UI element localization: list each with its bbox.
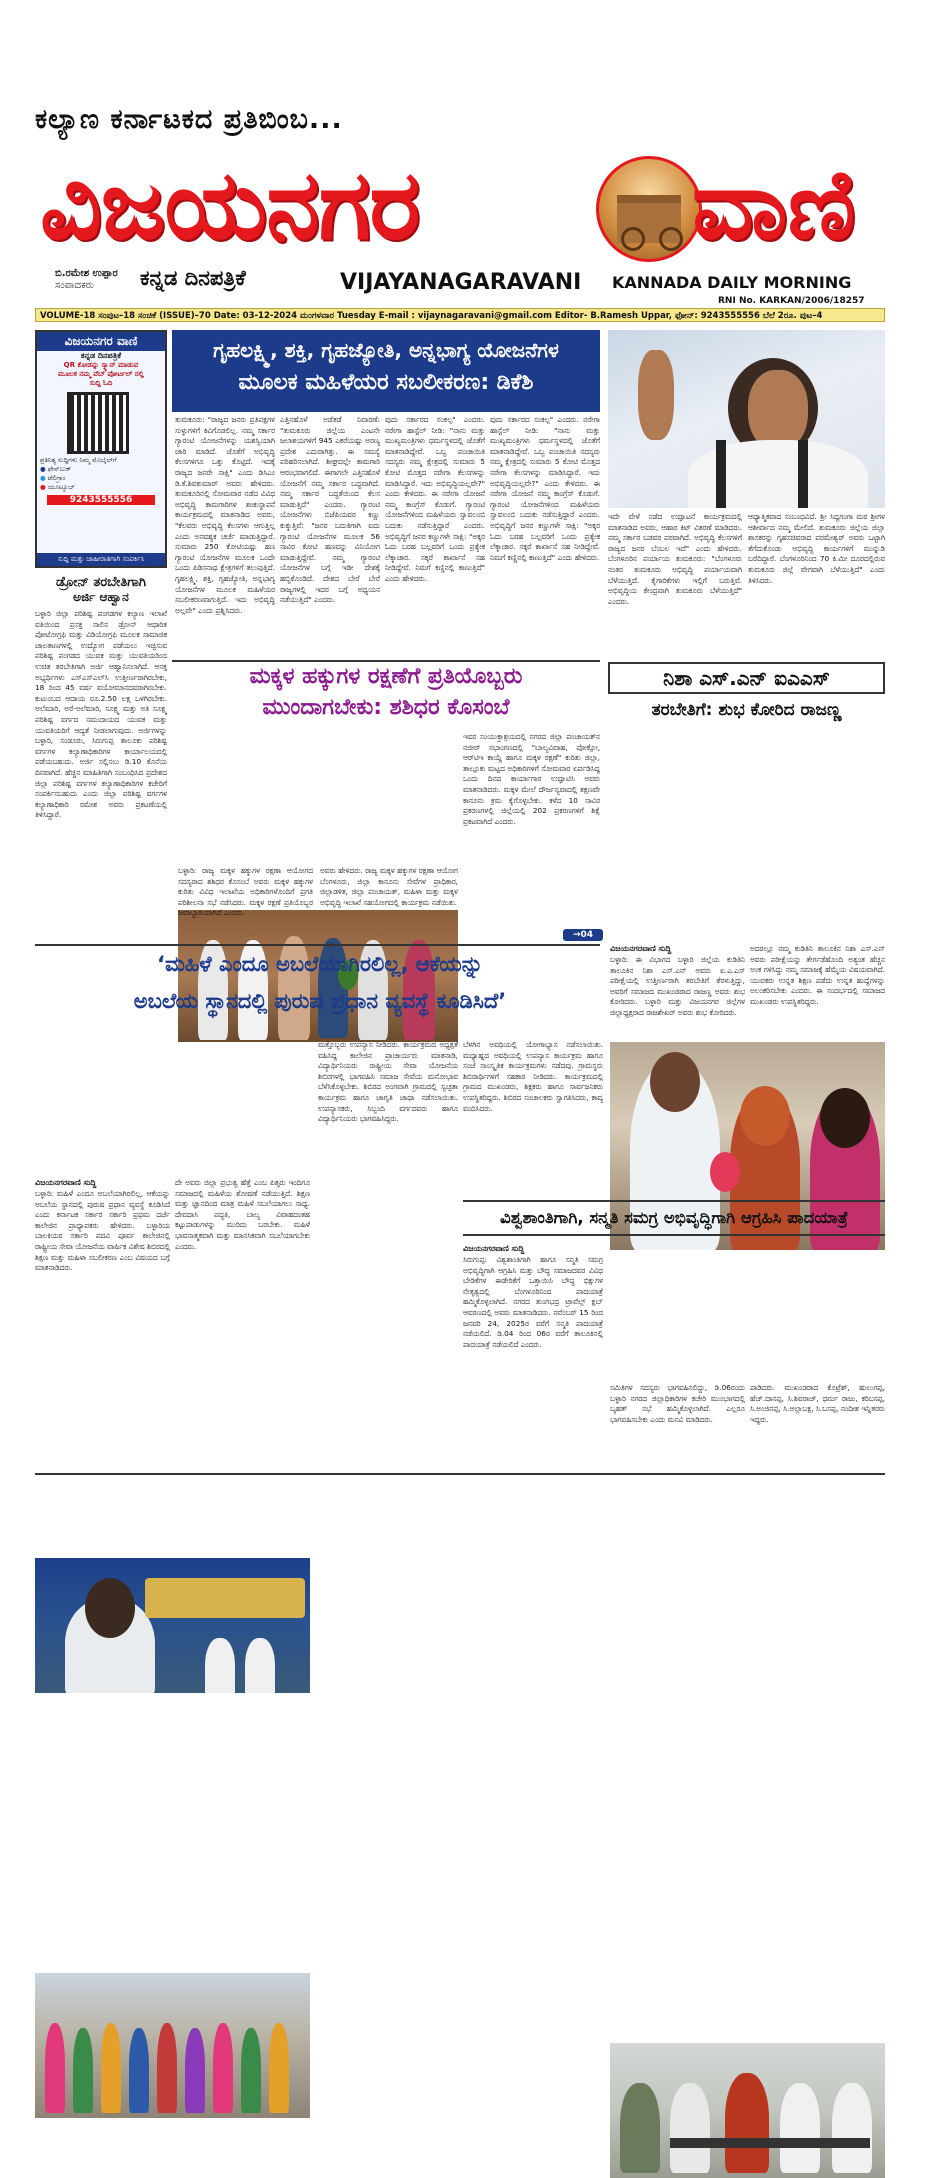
editor-name: ಬಿ.ರಮೇಶ ಉಪ್ಪಾರ	[55, 268, 118, 279]
nisha-headline-line1: ನಿಶಾ ಎಸ್.ಎನ್ ಐಎಎಸ್	[608, 662, 885, 694]
masthead-title-right: ವಾಣಿ	[692, 148, 856, 261]
issue-info-bar: VOLUME-18 ಸಂಪುಟ–18 ಸಂಚಿಕೆ (ISSUE)–70 Date: 03-12-2024 ಮಂಗಳವಾರ Tuesday E-mail : vijaynagaravani@gmail.com Editor- B.Ramesh Uppar, ಫೋನ್: 9243555556 ಬೆಲೆ 2ರೂ. ಪುಟ–4	[35, 308, 885, 322]
peace-headline: ವಿಶ್ವಶಾಂತಿಗಾಗಿ, ಸನ್ಮತಿ ಸಮಗ್ರ ಅಭಿವೃದ್ಧಿಗಾಗಿ ಆಗ್ರಹಿಸಿ ಪಾದಯಾತ್ರೆ	[463, 1200, 885, 1236]
peace-dateline: ವಿಜಯನಗರವಾಣಿ ಸುದ್ದಿ	[463, 1244, 525, 1253]
lead-col-3: ವುದು ಸರ್ಕಾರದ ಸಂಕಲ್ಪ" ಎಂದರು. ನರೇಗಾ ಹಾಸ್ಟೆಲ್ ನೀಡಿ: "ನಾನು ಮತ್ತು ಮುಖ್ಯಮಂತ್ರಿಗಳು ಧರ್ಮಸ್ಥಳದಲ್ಲಿ ಜೊತೆಗೆ ಮಾತನಾಡಿದ್ದೇವೆ. ಒಬ್ಬ ಪಂಚಾಯಿತಿ ಸದಸ್ಯರು ನಮ್ಮ ಕ್ಷೇತ್ರದಲ್ಲಿ ಸುಮಾರು 5 ಕೋಟಿ ಮೊತ್ತದ ನರೇಗಾ ಕೆಲಸಗಳನ್ನು ಮಾಡಿಸಿದ್ದಾರೆ. ಇದು ಅಭಿವೃದ್ಧಿಯಲ್ಲವೇ?" ಎಂದು ಕೇಳಿದರು. ಈ ನರೇಗಾ ಯೋಜನೆ ನಮ್ಮ ಕಾಂಗ್ರೆಸ್ ಕೊಡುಗೆ. ಗ್ಯಾರಂಟಿ ಯೋಜನೆಗಳಿಂದ ಮಹಿಳೆಯರು ಸ್ವಾವಲಂಬಿ ಬದುಕು ನಡೆಸುತ್ತಿದ್ದಾರೆ ಎಂದರು. ಅಭಿವೃದ್ಧಿಗೆ ಜನರ ಕಣ್ಣುಗಳೇ ಸಾಕ್ಷಿ: "ಅಕ್ಕರ ಓದು ಬರಹ ಬಲ್ಲವರಿಗೆ ಒಂದು ಪ್ರತ್ಯೇಕ ಲೆಕ್ಕಾಚಾರ. ಸಕ್ಕರೆ ಕಾರ್ಖಾನೆ ಸಹ ನೀಡಿದ್ದೇವೆ. ನಿಮಗೆ ಕಣ್ಣಿನಲ್ಲಿ ಕಾಣುತ್ತಿದೆ" ಎಂದು ಹೇಳಿದರು.	[385, 415, 485, 583]
women-headline	[35, 952, 605, 1014]
divider	[172, 660, 600, 662]
nss-cleanup-photo	[35, 1973, 310, 2118]
masthead	[40, 150, 870, 260]
editor-role: ಸಂಪಾದಕರು	[55, 280, 95, 291]
ad-item-label: ಫೇಸ್‌ಬುಕ್	[47, 465, 72, 473]
women-col-2: ದೇ ಅವರು ಜಿಲ್ಲಾ ಪ್ರಭುತ್ವ ಹೆತ್ತೆ ಎಂಬ ಪಿತೃರು ಇಂದಿಗೂ ಸಮಾಜದಲ್ಲಿ ಮಹಿಳೆಯ ಶೋಷಣೆ ನಡೆಯುತ್ತಿದೆ. ಶಿಕ್ಷಣ ಮತ್ತು ಜ್ಞಾನದಿಂದ ಮಾತ್ರ ಮಹಿಳೆ ಸಬಲೆಯಾಗಲು ಸಾಧ್ಯ. ದೇವದಾಸಿ ಪದ್ಧತಿ, ಬಾಲ್ಯ ವಿವಾಹದಂತಹ ಕಟ್ಟುಪಾಡುಗಳನ್ನು ಮುರಿದು ಬರಬೇಕು. ಮಹಿಳೆ ಭಾವನಾತ್ಮಕವಾಗಿ ಮತ್ತು ಮಾನಸಿಕವಾಗಿ ಸಬಲೆಯಾಗಬೇಕು ಎಂದರು.	[175, 1178, 310, 1251]
nisha-col-1: ಬಳ್ಳಾರಿ: ಈ ವಿಭಾಗದ ಬಳ್ಳಾರಿ ಜಿಲ್ಲೆಯ ಕುಡಿತಿನಿ ತಾಲೂಕಿನ ನಿಶಾ ಎಸ್.ಎನ್ ಅವರು ಐ.ಎ.ಎಸ್ ಪರೀಕ್ಷೆಯಲ್ಲಿ ಉತ್ತೀರ್ಣರಾಗಿ ತರಬೇತಿಗೆ ತೆರಳುತ್ತಿದ್ದು, ಅವರಿಗೆ ಸಮಾಜದ ಮುಖಂಡರಾದ ರಾಜಣ್ಣ ಅವರು ಶುಭ ಕೋರಿದರು. ಬಳ್ಳಾರಿ ಮತ್ತು ವಿಜಯನಗರ ಜಿಲ್ಲೆಗಳ ಜಿಲ್ಲಾಧ್ಯಕ್ಷರಾದ ರಾಜಶೇಖರ್ ಅವರು ಶುಭ ಕೋರಿದರು.	[610, 955, 745, 1017]
ad-item-label: ಟೆಲಿಗ್ರಾಂ	[47, 474, 66, 482]
ad-line-3: ಸುದ್ದಿ ಓದಿ	[89, 379, 113, 387]
nisha-headline	[608, 662, 885, 720]
women-dateline: ವಿಜಯನಗರವಾಣಿ ಸುದ್ದಿ	[35, 1178, 97, 1187]
ad-item	[37, 483, 165, 492]
drone-subtitle: ಅರ್ಜಿ ಆಹ್ವಾನ	[73, 590, 129, 604]
divider	[35, 944, 600, 946]
lead-col-2: ಎತ್ತಿನಹೊಳೆ ಅಡೆತಡೆ ನಿವಾರಣೆ: "ತುಮಕೂರು ಜಿಲ್ಲೆಯ ಎಂಟನೇ ಜಲಾಶಯಗಳಿಗೆ 945 ಎಕರೆಯಷ್ಟು ಅರಣ್ಯ ಪ್ರದೇಶ ಎದುರಾಗಿತ್ತು. ಈ ಸಮಸ್ಯೆ ಪರಿಹರಿಸಲಾಗಿದೆ. ಶೀಘ್ರದಲ್ಲೇ ಕಾಮಗಾರಿ ಆರಂಭವಾಗಲಿದೆ. ಈಗಾಗಲೇ ಎತ್ತಿನಹೊಳೆ ಯೋಜನೆಗೆ ನಮ್ಮ ಸರ್ಕಾರ ಬದ್ಧವಾಗಿದೆ. ನಮ್ಮ ಸರ್ಕಾರ ಬದ್ಧತೆಯಿಂದ ಕೆಲಸ ಮಾಡುತ್ತಿದೆ" ಎಂದರು. ಗ್ಯಾರಂಟಿ ಯೋಜನೆಗಳು ಬಿಜೆಪಿಯವರ ಕಣ್ಣು ಕುಕ್ಕುತ್ತಿವೆ: "ಜನರ ಬದುಕಿಗಾಗಿ ಐದು ಗ್ಯಾರಂಟಿ ಯೋಜನೆಗಳ ಮೂಲಕ 56 ಸಾವಿರ ಕೋಟಿ ಹಣವನ್ನು ವಿನಿಯೋಗ ಮಾಡುತ್ತಿದ್ದೇವೆ. ನಮ್ಮ ಗ್ಯಾರಂಟಿ ಯೋಜನೆಗಳ ಬಗ್ಗೆ ಇಡೀ ದೇಶಕ್ಕೆ ಹಬ್ಬಿಕೊಂಡಿದೆ. ದೇಶದ ಬೇರೆ ಬೇರೆ ರಾಜ್ಯಗಳಲ್ಲಿ ಇದರ ಬಗ್ಗೆ ಅಧ್ಯಯನ ನಡೆಯುತ್ತಿದೆ" ಎಂದರು.	[280, 415, 380, 605]
peace-col-a: ಸಮಿತಿಗಳ ಸದಸ್ಯರು ಭಾಗವಹಿಸಲಿದ್ದು, ಡಿ.06ರಂದು ಬಳ್ಳಾರಿ ನಗರದ ಜಿಲ್ಲಾಧಿಕಾರಿಗಳ ಕಚೇರಿ ಮುಂಭಾಗದಲ್ಲಿ ಬೃಹತ್ ಸಭೆ ಹಮ್ಮಿಕೊಳ್ಳಲಾಗಿದೆ. ಎಲ್ಲರೂ ಭಾಗವಹಿಸಬೇಕು ಎಂದು ಮನವಿ ಮಾಡಿದರು.	[610, 1383, 745, 1424]
women-col-1: ಬಳ್ಳಾರಿ: ಮಹಿಳೆ ಎಂದೂ ಅಬಲೆಯಾಗಿರಲಿಲ್ಲ, ಆಕೆಯನ್ನು ಅಬಲೆಯ ಸ್ಥಾನದಲ್ಲಿ ಪುರುಷ ಪ್ರಧಾನ ವ್ಯವಸ್ಥೆ ಕೂಡಿಸಿದೆ ಎಂದು ಕರ್ನಾಟಕ ಸರ್ಕಾರ ಸರ್ಕಾರಿ ಪ್ರಥಮ ದರ್ಜೆ ಕಾಲೇಜಿನ ಪ್ರಾಧ್ಯಾಪಕರು ಹೇಳಿದರು. ಬಳ್ಳಾರಿಯ ಬಾಲಕಿಯರ ಸರ್ಕಾರಿ ಪದವಿ ಪೂರ್ವ ಕಾಲೇಜಿನಲ್ಲಿ ರಾಷ್ಟ್ರೀಯ ಸೇವಾ ಯೋಜನೆಯ ವಾರ್ಷಿಕ ವಿಶೇಷ ಶಿಬಿರದಲ್ಲಿ ಶಿಕ್ಷಣ ಮತ್ತು ಮಹಿಳಾ ಸಬಲೀಕರಣ ಎಂಬ ವಿಷಯದ ಬಗ್ಗೆ ಮಾತನಾಡಿದರು.	[35, 1189, 170, 1273]
child-body-mid: ಅವರು ಹೇಳಿದರು. ರಾಜ್ಯ ಮಕ್ಕಳ ಹಕ್ಕುಗಳ ರಕ್ಷಣಾ ಆಯೋಗ ಬೆಂಗಳೂರು, ಜಿಲ್ಲಾ ಕಾನೂನು ಸೇವೆಗಳ ಪ್ರಾಧಿಕಾರ, ಜಿಲ್ಲಾಡಳಿತ, ಜಿಲ್ಲಾ ಪಂಚಾಯತ್, ಮಹಿಳಾ ಮತ್ತು ಮಕ್ಕಳ ಅಭಿವೃದ್ಧಿ ಇಲಾಖೆ ಸಹಯೋಗದಲ್ಲಿ ಕಾರ್ಯಕ್ರಮ ನಡೆಯಿತು.	[320, 866, 458, 907]
lead-headline	[172, 330, 600, 412]
ad-line-2: ಮೂಲಕ ನಮ್ಮ ವೆಬ್ ಪೋರ್ಟಲ್ ನಲ್ಲಿ	[58, 370, 144, 378]
drone-title: ಡ್ರೋನ್ ತರಬೇತಿಗಾಗಿ	[56, 575, 146, 590]
child-headline-line2: ಮುಂದಾಗಬೇಕು: ಶಶಿಧರ ಕೊಸಂಬೆ	[262, 695, 510, 720]
child-headline	[172, 664, 600, 720]
ad-line-1: QR ಕೋಡನ್ನು ಸ್ಕ್ಯಾನ್ ಮಾಡುವ	[63, 361, 139, 369]
ad-item	[37, 474, 165, 483]
drone-article	[35, 575, 167, 929]
ad-subtitle: ಕನ್ನಡ ದಿನಪತ್ರಿಕೆ	[80, 351, 122, 360]
dk-shivakumar-photo	[608, 330, 885, 508]
padayatra-photo	[610, 2043, 885, 2178]
lead-col-3b: ವುದು ಸರ್ಕಾರದ ಸಂಕಲ್ಪ" ಎಂದರು. ನರೇಗಾ ಹಾಸ್ಟೆಲ್ ನೀಡಿ: "ನಾನು ಮತ್ತು ಮುಖ್ಯಮಂತ್ರಿಗಳು ಧರ್ಮಸ್ಥಳದಲ್ಲಿ ಜೊತೆಗೆ ಮಾತನಾಡಿದ್ದೇವೆ. ಒಬ್ಬ ಪಂಚಾಯಿತಿ ಸದಸ್ಯರು ನಮ್ಮ ಕ್ಷೇತ್ರದಲ್ಲಿ ಸುಮಾರು 5 ಕೋಟಿ ಮೊತ್ತದ ನರೇಗಾ ಕೆಲಸಗಳನ್ನು ಮಾಡಿಸಿದ್ದಾರೆ. ಇದು ಅಭಿವೃದ್ಧಿಯಲ್ಲವೇ?" ಎಂದು ಕೇಳಿದರು. ಈ ನರೇಗಾ ಯೋಜನೆ ನಮ್ಮ ಕಾಂಗ್ರೆಸ್ ಕೊಡುಗೆ. ಗ್ಯಾರಂಟಿ ಯೋಜನೆಗಳಿಂದ ಮಹಿಳೆಯರು ಸ್ವಾವಲಂಬಿ ಬದುಕು ನಡೆಸುತ್ತಿದ್ದಾರೆ ಎಂದರು. ಅಭಿವೃದ್ಧಿಗೆ ಜನರ ಕಣ್ಣುಗಳೇ ಸಾಕ್ಷಿ: "ಅಕ್ಕರ ಓದು ಬರಹ ಬಲ್ಲವರಿಗೆ ಒಂದು ಪ್ರತ್ಯೇಕ ಲೆಕ್ಕಾಚಾರ. ಸಕ್ಕರೆ ಕಾರ್ಖಾನೆ ಸಹ ನೀಡಿದ್ದೇವೆ. ನಿಮಗೆ ಕಣ್ಣಿನಲ್ಲಿ ಕಾಣುತ್ತಿದೆ" ಎಂದು ಹೇಳಿದರು.	[490, 415, 600, 562]
women-col-4: ಬೆಳಗಿನ ಅವಧಿಯಲ್ಲಿ ಯೋಗಾಭ್ಯಾಸ ನಡೆಸಲಾಯಿತು. ಮಧ್ಯಾಹ್ನದ ಅವಧಿಯಲ್ಲಿ ಉಪನ್ಯಾಸ ಕಾರ್ಯಕ್ರಮ ಹಾಗೂ ಸಂಜೆ ಸಾಂಸ್ಕೃತಿಕ ಕಾರ್ಯಕ್ರಮಗಳು ನಡೆದವು. ಗ್ರಾಮಸ್ಥರು ಶಿಬಿರಾರ್ಥಿಗಳಿಗೆ ಸಹಕಾರ ನೀಡಿದರು. ಕಾರ್ಯಕ್ರಮದಲ್ಲಿ ಗ್ರಾಮದ ಮುಖಂಡರು, ಶಿಕ್ಷಕರು ಹಾಗೂ ಸಾರ್ವಜನಿಕರು ಉಪಸ್ಥಿತರಿದ್ದರು. ಶಿಬಿರದ ಸಂಚಾಲಕರು ಸ್ವಾಗತಿಸಿದರು, ಕಾವ್ಯ ವಂದಿಸಿದರು.	[463, 1040, 603, 1113]
ad-item-label: ಯೂಟ್ಯೂಬ್	[47, 483, 75, 491]
facebook-icon: ●	[40, 465, 46, 473]
kannada-daily-label: ಕನ್ನಡ ದಿನಪತ್ರಿಕೆ	[140, 266, 246, 290]
child-body-right: ಇವರ ಸಂಯುಕ್ತಾಶ್ರಯದಲ್ಲಿ ನಗರದ ಜಿಲ್ಲಾ ಪಂಚಾಯತ್‌ನ ನಜೀರ್ ಸಭಾಂಗಣದಲ್ಲಿ "ಬಾಲ್ಯವಿವಾಹ, ಪೋಕ್ಸೋ, ಆರ್‌ಟಿಇ ಕಾಯ್ದೆ ಹಾಗೂ ಮಕ್ಕಳ ರಕ್ಷಣೆ" ಕುರಿತು ಜಿಲ್ಲಾ, ತಾಲ್ಲೂಕು ಮಟ್ಟದ ಅಧಿಕಾರಿಗಳಿಗೆ ಸೋಮವಾರ ಏರ್ಪಡಿಸಿದ್ದ ಒಂದು ದಿನದ ಕಾರ್ಯಾಗಾರ ಉದ್ಘಾಟಿಸಿ ಅವರು ಮಾತನಾಡಿದರು. ಮಕ್ಕಳ ಮೇಲೆ ದೌರ್ಜನ್ಯವಾದಲ್ಲಿ ತಕ್ಷಣವೇ ಕಾನೂನು ಕ್ರಮ ಕೈಗೊಳ್ಳಬೇಕು. ಕಳೆದ 10 ಸಾವಿರ ಪ್ರಕರಣಗಳಲ್ಲಿ ಜಿಲ್ಲೆಯಲ್ಲಿ 202 ಪ್ರಕರಣಗಳಿಗೆ ಶಿಕ್ಷೆ ಪ್ರಕಟವಾಗಿದೆ ಎಂದರು.	[463, 732, 600, 826]
telegram-icon: ●	[40, 474, 46, 482]
nisha-dateline: ವಿಜಯನಗರವಾಣಿ ಸುದ್ದಿ	[610, 944, 672, 953]
hampi-chariot-logo-icon	[596, 156, 702, 262]
lead-col-5: ಆಧ್ಯಾತ್ಮಿಕವಾದ ಸಂಬಂಧವಿದೆ. ಶ್ರೀ ಸಿದ್ದಗಂಗಾ ಮಠ ಶ್ರೀಗಳ ಆಶೀರ್ವಾದ ನಮ್ಮ ಮೇಲಿದೆ. ತುಮಕೂರು ಜಿಲ್ಲೆಯ ಜಿಲ್ಲಾ ಶಾಸಕರನ್ನು ಗೃಹಸಚಿವರಾದ ಪರಮೇಶ್ವರ್ ಅವರು ಒಟ್ಟಾಗಿ ತೆಗೆದುಕೊಂಡು ಅಭಿವೃದ್ಧಿ ಕಾರ್ಯಗಳಿಗೆ ಮುನ್ನುಡಿ ಬರೆದಿದ್ದಾರೆ. ಬೆಂಗಳೂರಿನಿಂದ 70 ಕಿ.ಮೀ ದೂರದಲ್ಲಿರುವ ತುಮಕೂರು ಜಿಲ್ಲೆ ವೇಗವಾಗಿ ಬೆಳೆಯುತ್ತಿದೆ" ಎಂದು ತಿಳಿಸಿದರು.	[748, 512, 885, 585]
nisha-headline-line2: ತರಬೇತಿಗೆ: ಶುಭ ಕೋರಿದ ರಾಜಣ್ಣ	[651, 700, 842, 720]
peace-body: ಸಿರುಗುಪ್ಪ: ವಿಶ್ವಶಾಂತಿಗಾಗಿ ಹಾಗೂ ಸನ್ಮತಿ ಸಮಗ್ರ ಅಭಿವೃದ್ಧಿಗಾಗಿ ಆಗ್ರಹಿಸಿ ಮತ್ತು ಬೌದ್ಧ ಸಮಾಜದವರ ವಿವಿಧ ಬೇಡಿಕೆಗಳ ಈಡೇರಿಕೆಗೆ ಒತ್ತಾಯಿಸಿ ಬೌದ್ಧ ಭಿಕ್ಷುಗಳ ನೇತೃತ್ವದಲ್ಲಿ ಬೆಂಗಳೂರಿನಿಂದ ಪಾದಯಾತ್ರೆ ಹಮ್ಮಿಕೊಳ್ಳಲಾಗಿದೆ. ನಗರದ ತುಂಗಭದ್ರ ಟ್ರಾವೆಲ್ಸ್ ಕ್ಲಬ್ ಆವರಣದಲ್ಲಿ ಅವರು ಮಾತನಾಡಿದರು. ನವೆಂಬರ್ 15 ರಿಂದ ಜನವರಿ 24, 2025ರ ವರೆಗೆ ಸನ್ಮತಿ ಪಾದಯಾತ್ರೆ ನಡೆಯಲಿದೆ. ಡಿ.04 ರಿಂದ 06ರ ವರೆಗೆ ತಾಲೂಕಿನಲ್ಲಿ ಪಾದಯಾತ್ರೆ ನಡೆಯಲಿದೆ ಎಂದರು.	[463, 1255, 603, 1349]
ad-item: ಪ್ರತಿನಿತ್ಯ ಸುದ್ದಿಗಳು ನಿಮ್ಮ ಮೊಬೈಲ್‌ಗೆ	[40, 456, 117, 464]
english-subtitle: KANNADA DAILY MORNING	[612, 273, 852, 292]
child-headline-line1: ಮಕ್ಕಳ ಹಕ್ಕುಗಳ ರಕ್ಷಣೆಗೆ ಪ್ರತಿಯೊಬ್ಬರು	[249, 664, 523, 689]
drone-body: ಬಳ್ಳಾರಿ ಜಿಲ್ಲಾ ಪರಿಶಿಷ್ಟ ಪಂಗಡಗಳ ಕಲ್ಯಾಣ ಇಲಾಖೆ ವತಿಯಿಂದ ಪ್ರಸಕ್ತ ಸಾಲಿನ ಡ್ರೋನ್ ಆಧಾರಿತ ಪೋಟೋಗ್ರಫಿ ಮತ್ತು ವಿಡಿಯೋಗ್ರಫಿ ಮೂಲಕ ಸಾಮಾಜಿಕ ಜಾಲತಾಣಗಳಲ್ಲಿ ಉದ್ಯೋಗ ಪಡೆಯಲು ಇಚ್ಛಿಸುವ ಪರಿಶಿಷ್ಟ ಪಂಗಡದ ಯುವಕ ಮತ್ತು ಯುವತಿಯರಿಂದ ಉಚಿತ ತರಬೇತಿಗಾಗಿ ಅರ್ಜಿ ಆಹ್ವಾನಿಸಲಾಗಿದೆ. ಆಸಕ್ತ ಅಭ್ಯರ್ಥಿಗಳು ಎಸ್‌ಎಸ್‌ಎಲ್‌ಸಿ ಉತ್ತೀರ್ಣರಾಗಿರಬೇಕು, 18 ರಿಂದ 45 ವರ್ಷ ವಯೋಮಾನದವರಾಗಿರಬೇಕು. ಕುಟುಂಬದ ಆದಾಯ ರೂ.2.50 ಲಕ್ಷ ಒಳಗಿರಬೇಕು. ಅಲೆಮಾರಿ, ಅರೆ-ಅಲೆಮಾರಿ, ಸೂಕ್ಷ್ಮ ಮತ್ತು ಅತಿ ಸೂಕ್ಷ್ಮ ಪರಿಶಿಷ್ಟ ವರ್ಗದ ಸಮುದಾಯದ ಯುವಕ ಮತ್ತು ಯುವತಿಯರಿಗೆ ಆದ್ಯತೆ ನೀಡಲಾಗುವುದು. ಅರ್ಜಿಗಳನ್ನು ಬಳ್ಳಾರಿ, ಸಂಡೂರು, ಸಿರುಗುಪ್ಪ ತಾಲೂಕು ಪರಿಶಿಷ್ಟ ವರ್ಗಗಳ ಕಲ್ಯಾಣಾಧಿಕಾರಿಗಳ ಕಾರ್ಯಾಲಯದಲ್ಲಿ ಪಡೆಯಬಹುದು. ಅರ್ಜಿ ಸಲ್ಲಿಸಲು ಡಿ.10 ಕೊನೆಯ ದಿನವಾಗಿದೆ. ಹೆಚ್ಚಿನ ಮಾಹಿತಿಗಾಗಿ ಸಂಬಂಧಿಸಿದ ಪ್ರದೇಶದ ಜಿಲ್ಲಾ ಪರಿಶಿಷ್ಟ ವರ್ಗಗಳ ಕಲ್ಯಾಣಾಧಿಕಾರಿಗಳ ಕಚೇರಿಗೆ ಸಂಪರ್ಕಿಸಬಹುದು ಎಂದು ಜಿಲ್ಲಾ ಪರಿಶಿಷ್ಟ ವರ್ಗಗಳ ಕಲ್ಯಾಣಾಧಿಕಾರಿ ರಮೇಶ ಅವರು ಪ್ರಕಟಣೆಯಲ್ಲಿ ತಿಳಿಸಿದ್ದಾರೆ.	[35, 609, 167, 820]
child-body-left: ಬಳ್ಳಾರಿ: ರಾಜ್ಯ ಮಕ್ಕಳ ಹಕ್ಕುಗಳ ರಕ್ಷಣಾ ಆಯೋಗದ ಸದಸ್ಯರಾದ ಶಶಿಧರ ಕೊಸಂಬೆ ಅವರು ಮಕ್ಕಳ ಹಕ್ಕುಗಳ ಕುರಿತು ವಿವಿಧ ಇಲಾಖೆಯ ಅಧಿಕಾರಿಗಳೊಂದಿಗೆ ಪ್ರಗತಿ ಪರಿಶೀಲನಾ ಸಭೆ ನಡೆಸಿದರು. ಮಕ್ಕಳ ರಕ್ಷಣೆ ಪ್ರತಿಯೊಬ್ಬರ ಜವಾಬ್ದಾರಿಯಾಗಿದೆ ಎಂದರು.	[178, 866, 313, 918]
tagline: ಕಲ್ಯಾಣ ಕರ್ನಾಟಕದ ಪ್ರತಿಬಿಂಬ...	[35, 104, 343, 135]
masthead-title-left: ವಿಜಯನಗರ	[40, 148, 420, 261]
lead-headline-line1: ಗೃಹಲಕ್ಷ್ಮಿ, ಶಕ್ತಿ, ಗೃಹಜ್ಯೋತಿ, ಅನ್ನಭಾಗ್ಯ ಯೋಜನೆಗಳ	[213, 338, 559, 362]
ad-item	[37, 465, 165, 474]
rni-number: RNI No. KARKAN/2006/18257	[718, 296, 865, 306]
bottom-rule	[35, 1473, 885, 1475]
women-headline-line2: ಅಬಲೆಯ ಸ್ಥಾನದಲ್ಲಿ ಪುರುಷ ಪ್ರಧಾನ ವ್ಯವಸ್ಥೆ ಕೂಡಿಸಿದೆ’	[133, 989, 507, 1013]
lead-col-4: ಇದೇ ವೇಳೆ ನಡೆದ ಉದ್ಘಾಟನೆ ಕಾರ್ಯಕ್ರಮದಲ್ಲಿ ಮಾತನಾಡಿದ ಅವರು, ಆಹಾರ ಕಿಟ್ ವಿತರಣೆ ಮಾಡಿದರು. ನಮ್ಮ ಸರ್ಕಾರ ಬಡವರ ಪರವಾಗಿದೆ. ಅಭಿವೃದ್ಧಿ ಕೆಲಸಗಳಿಗೆ ರಾಜ್ಯದ ಜನರ ಬೆಂಬಲ ಇದೆ" ಎಂದು ಹೇಳಿದರು. ಬೆಂಗಳೂರಿನ ಪರ್ಯಾಯ ತುಮಕೂರು: "ಬೆಂಗಳೂರು ನಂತರ ತುಮಕೂರು ಅಭಿವೃದ್ಧಿ ಪರ್ಯಾಯವಾಗಿ ಬೆಳೆಯುತ್ತಿದೆ. ಕೈಗಾರಿಕೆಗಳು ಇಲ್ಲಿಗೆ ಬರುತ್ತಿವೆ. ಅಭಿವೃದ್ಧಿಯ ಕೇಂದ್ರವಾಗಿ ತುಮಕೂರು ಬೆಳೆಯುತ್ತಿದೆ" ಎಂದರು.	[608, 512, 742, 606]
qr-advertisement	[35, 330, 167, 568]
women-lecture-photo	[35, 1558, 310, 1693]
women-col-3: ಮತ್ತೊಬ್ಬರು ಉಪನ್ಯಾಸ ನೀಡಿದರು. ಕಾರ್ಯಕ್ರಮದ ಅಧ್ಯಕ್ಷತೆ ವಹಿಸಿದ್ದ ಕಾಲೇಜಿನ ಪ್ರಾಚಾರ್ಯರು ಮಾತನಾಡಿ, ವಿದ್ಯಾರ್ಥಿನಿಯರು ರಾಷ್ಟ್ರೀಯ ಸೇವಾ ಯೋಜನೆಯ ಶಿಬಿರಗಳಲ್ಲಿ ಭಾಗವಹಿಸಿ ಸಮಾಜ ಸೇವೆಯ ಮನೋಭಾವ ಬೆಳೆಸಿಕೊಳ್ಳಬೇಕು. ಶಿಬಿರದ ಅಂಗವಾಗಿ ಗ್ರಾಮದಲ್ಲಿ ಸ್ವಚ್ಛತಾ ಕಾರ್ಯಕ್ರಮ ಹಾಗೂ ಜಾಗೃತಿ ಜಾಥಾ ನಡೆಸಲಾಯಿತು. ಉಪನ್ಯಾಸಕರು, ಸಿಬ್ಬಂದಿ ವರ್ಗದವರು ಹಾಗೂ ವಿದ್ಯಾರ್ಥಿನಿಯರು ಭಾಗವಹಿಸಿದ್ದರು.	[318, 1040, 458, 1124]
ad-phone: 9243555556	[47, 495, 155, 505]
english-name: VIJAYANAGARAVANI	[340, 270, 582, 295]
women-headline-line1: ‘ಮಹಿಳೆ ಎಂದೂ ಅಬಲೆಯಾಗಿರಲಿಲ್ಲ, ಆಕೆಯನ್ನು	[157, 952, 483, 976]
youtube-icon: ●	[40, 483, 46, 491]
nisha-col-2: ಅದರಲ್ಲೂ ನಮ್ಮ ಕುಡಿತಿನಿ ತಾಲೂಕಿನ ನಿಶಾ ಎಸ್.ಎನ್ ಅವರು ಪರೀಕ್ಷೆಯನ್ನು ತೇರ್ಗಡೆಹೊಂದಿ ಅತ್ಯಂತ ಹೆಚ್ಚಿನ ಅಂಕ ಗಳಿಸಿದ್ದು ನಮ್ಮ ಸಮಾಜಕ್ಕೆ ಹೆಮ್ಮೆಯ ವಿಷಯವಾಗಿದೆ. ಯುವಕರು ಉನ್ನತ ಶಿಕ್ಷಣ ಪಡೆದು ಉನ್ನತ ಹುದ್ದೆಗಳನ್ನು ಅಲಂಕರಿಸಬೇಕು ಎಂದರು. ಈ ಸಂದರ್ಭದಲ್ಲಿ ಸಮಾಜದ ಮುಖಂಡರು ಉಪಸ್ಥಿತರಿದ್ದರು.	[750, 944, 885, 1006]
peace-col-b: ಪಾಡಿದರು. ಮುಖಂಡರಾದ ಕೊಟ್ರೆಶ್, ಹುಲುಗಪ್ಪ, ಹೆಚ್.ದಾನಪ್ಪ, ಸಿ.ಶಿವರಾಜ್, ಧರ್ಮ ರಾಜು, ಕರಿಬಸಪ್ಪ, ಸಿ.ಅಂಜಿನಪ್ಪ, ಸಿ.ಅಲ್ಲಾಬಕ್ಷ, ಸಿ.ಬಸಪ್ಪ, ನಂದೀಶ ಇನ್ನಿತರರು ಇದ್ದರು.	[750, 1383, 885, 1424]
editor-credit	[55, 268, 118, 292]
ad-title: ವಿಜಯನಗರ ವಾಣಿ	[37, 332, 165, 351]
lead-headline-line2: ಮೂಲಕ ಮಹಿಳೆಯರ ಸಬಲೀಕರಣ: ಡಿಕೆಶಿ	[238, 370, 534, 395]
continued-badge[interactable]: →04	[563, 929, 603, 941]
lead-col-1: ತುಮಕೂರು: "ರಾಜ್ಯದ ಜನರು ಪ್ರತಿಪಕ್ಷಗಳ ಸುಳ್ಳುಗಳಿಗೆ ಕಿವಿಗೊಡಲಿಲ್ಲ. ನಮ್ಮ ಸರ್ಕಾರ ಗ್ಯಾರಂಟಿ ಯೋಜನೆಗಳನ್ನು ಯಶಸ್ವಿಯಾಗಿ ಜಾರಿ ಮಾಡಿದೆ. ಜೊತೆಗೆ ಅಭಿವೃದ್ಧಿ ಕೆಲಸಗಳಿಗೂ ಒತ್ತು ಕೊಟ್ಟಿದೆ. ಇದಕ್ಕೆ ರಾಜ್ಯದ ಜನರೇ ಸಾಕ್ಷಿ" ಎಂದು ಡಿಸಿಎಂ ಡಿ.ಕೆ.ಶಿವಕುಮಾರ್ ಅವರು ಹೇಳಿದರು. ತುಮಕೂರಿನಲ್ಲಿ ಸೋಮವಾರ ನಡೆದ ವಿವಿಧ ಅಭಿವೃದ್ಧಿ ಕಾಮಗಾರಿಗಳ ಶಂಕುಸ್ಥಾಪನೆ ಕಾರ್ಯಕ್ರಮದಲ್ಲಿ ಮಾತನಾಡಿದ ಅವರು, "ಕೆಲವರು ಅಭಿವೃದ್ಧಿ ಕೆಲಸಗಳು ಆಗುತ್ತಿಲ್ಲ ಎಂದು ಅನವಶ್ಯಕ ಚರ್ಚೆ ಮಾಡುತ್ತಿದ್ದಾರೆ. ಸುಮಾರು 250 ಕೋಟಿಯಷ್ಟು ಹಣ ಗ್ಯಾರಂಟಿ ಯೋಜನೆಗಳ ಮೂಲಕ ಒಂದೇ ಒಂದು ಪಿಡಿಸನಾಥ ಕ್ಷೇತ್ರಗಳಿಗೆ ತಲುಪುತ್ತಿದೆ. ಗೃಹಲಕ್ಷ್ಮಿ, ಶಕ್ತಿ, ಗೃಹಜ್ಯೋತಿ, ಅನ್ನಭಾಗ್ಯ ಯೋಜನೆಗಳ ಮೂಲಕ ಮಹಿಳೆಯರ ಸಬಲೀಕರಣವಾಗುತ್ತಿದೆ. ಇದು ಅಭಿವೃದ್ಧಿ ಅಲ್ಲವೇ" ಎಂದು ಪ್ರಶ್ನಿಸಿದರು.	[175, 415, 275, 615]
qr-code-icon[interactable]	[67, 392, 129, 454]
ad-footer: ಸುದ್ದಿ ಮತ್ತು ಜಾಹೀರಾತಿಗಾಗಿ ಸಂಪರ್ಕಿಸಿ	[37, 553, 165, 566]
